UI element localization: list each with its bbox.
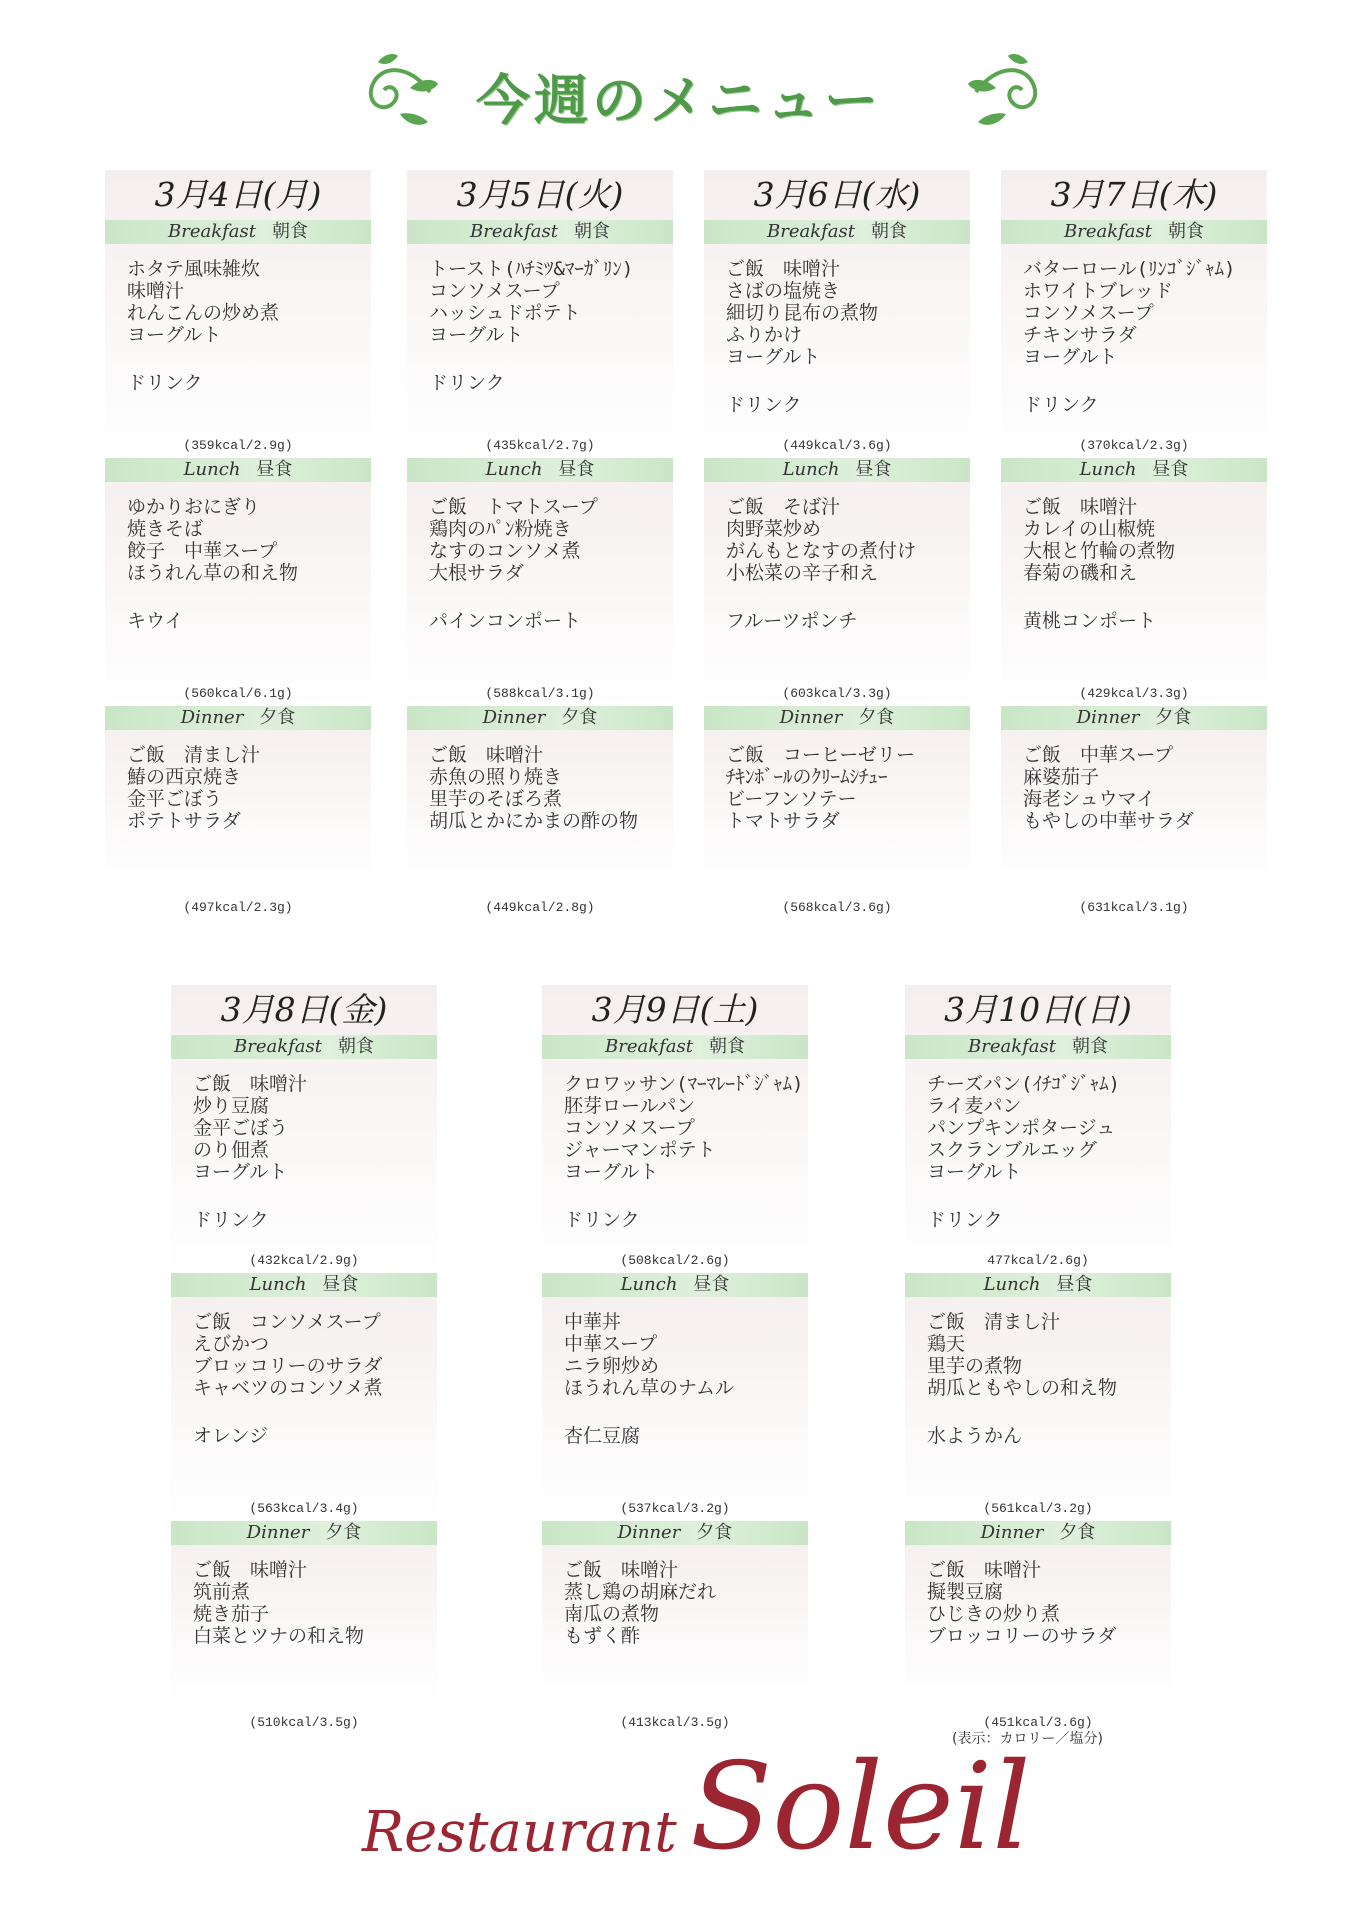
menu-item: カレイの山椒焼 xyxy=(1023,518,1156,540)
lunch-label-en: Lunch xyxy=(183,459,241,480)
menu-item: ご飯 味噌汁 xyxy=(429,744,544,766)
breakfast-label-jp: 朝食 xyxy=(709,1036,745,1057)
menu-item: ヨーグルト xyxy=(726,346,821,368)
breakfast-header xyxy=(905,1035,1171,1059)
lunch-extra: 水ようかん xyxy=(927,1425,1023,1447)
breakfast-label-jp: 朝食 xyxy=(1072,1036,1108,1057)
dinner-items xyxy=(1023,744,1267,832)
menu-item: 里芋の煮物 xyxy=(927,1355,1023,1377)
lunch-items xyxy=(564,1311,808,1399)
menu-item: がんもとなすの煮付け xyxy=(726,540,917,562)
menu-item: ご飯 味噌汁 xyxy=(193,1559,308,1581)
menu-item: 肉野菜炒め xyxy=(726,518,822,540)
menu-item: ほうれん草の和え物 xyxy=(127,562,299,584)
menu-item: チキンサラダ xyxy=(1023,324,1137,346)
breakfast-kcal: (508kcal/2.6g) xyxy=(620,1253,730,1268)
dinner-label-jp: 夕食 xyxy=(858,707,895,728)
menu-item: 炒り豆腐 xyxy=(193,1095,270,1117)
menu-item: ご飯 味噌汁 xyxy=(726,258,841,280)
menu-item: トースト(ﾊﾁﾐﾂ&ﾏｰｶﾞﾘﾝ) xyxy=(429,258,634,280)
lunch-extra: オレンジ xyxy=(193,1425,269,1447)
menu-item: ホワイトブレッド xyxy=(1023,280,1173,302)
dinner-items xyxy=(429,744,673,832)
lunch-items xyxy=(1023,496,1267,584)
menu-item: のり佃煮 xyxy=(193,1139,270,1161)
menu-item: 鶏肉のﾊﾟﾝ粉焼き xyxy=(429,518,572,540)
menu-item: えびかつ xyxy=(193,1333,270,1355)
breakfast-label-jp: 朝食 xyxy=(272,221,308,242)
breakfast-items xyxy=(127,258,371,346)
menu-item: ご飯 味噌汁 xyxy=(1023,496,1138,518)
dinner-label-jp: 夕食 xyxy=(325,1522,362,1543)
breakfast-kcal: (359kcal/2.9g) xyxy=(183,438,293,453)
lunch-label-jp: 昼食 xyxy=(558,459,595,480)
dinner-label-en: Dinner xyxy=(482,707,546,728)
breakfast-header xyxy=(171,1035,437,1059)
page-title: 今週のメニュー xyxy=(476,68,882,132)
dinner-label-en: Dinner xyxy=(246,1522,310,1543)
lunch-label-en: Lunch xyxy=(249,1274,307,1295)
menu-item: ご飯 味噌汁 xyxy=(927,1559,1042,1581)
breakfast-label-jp: 朝食 xyxy=(871,221,907,242)
day-date: 3月10日(日) xyxy=(944,990,1132,1029)
lunch-label-jp: 昼食 xyxy=(1152,459,1189,480)
lunch-label-en: Lunch xyxy=(485,459,543,480)
lunch-header xyxy=(171,1273,437,1297)
lunch-header xyxy=(1001,458,1267,482)
menu-item: ビーフンソテー xyxy=(726,788,857,810)
lunch-label-jp: 昼食 xyxy=(1056,1274,1093,1295)
menu-item: ご飯 清まし汁 xyxy=(927,1311,1061,1333)
day-column xyxy=(105,170,371,930)
breakfast-extra: ドリンク xyxy=(127,372,203,394)
menu-item: ヨーグルト xyxy=(927,1161,1022,1183)
day-column xyxy=(704,170,970,930)
menu-item: ブロッコリーのサラダ xyxy=(193,1355,383,1377)
breakfast-label-jp: 朝食 xyxy=(574,221,610,242)
dinner-label-en: Dinner xyxy=(617,1522,681,1543)
day-date: 3月4日(月) xyxy=(154,175,322,214)
lunch-label-en: Lunch xyxy=(620,1274,678,1295)
lunch-kcal: (560kcal/6.1g) xyxy=(183,686,293,701)
breakfast-items xyxy=(193,1073,437,1183)
breakfast-extra: ドリンク xyxy=(927,1209,1003,1231)
menu-item: クロワッサン(ﾏｰﾏﾚｰﾄﾞｼﾞｬﾑ) xyxy=(564,1073,804,1095)
lunch-kcal: (429kcal/3.3g) xyxy=(1079,686,1189,701)
menu-item: ﾁｷﾝﾎﾞｰﾙのｸﾘｰﾑｼﾁｭｰ xyxy=(726,766,888,788)
day-date: 3月8日(金) xyxy=(220,990,388,1029)
dinner-items xyxy=(564,1559,808,1647)
menu-item: トマトサラダ xyxy=(726,810,840,832)
menu-item: 小松菜の辛子和え xyxy=(726,562,879,584)
menu-item: 南瓜の煮物 xyxy=(564,1603,660,1625)
dinner-header xyxy=(1001,706,1267,730)
lunch-items xyxy=(193,1311,437,1399)
menu-item: 筑前煮 xyxy=(193,1581,251,1603)
breakfast-label-en: Breakfast xyxy=(470,221,558,242)
menu-item: ご飯 味噌汁 xyxy=(193,1073,308,1095)
breakfast-label-en: Breakfast xyxy=(1064,221,1152,242)
dinner-label-jp: 夕食 xyxy=(696,1522,733,1543)
breakfast-header xyxy=(105,220,371,244)
lunch-extra: 杏仁豆腐 xyxy=(564,1425,641,1447)
menu-item: 蒸し鶏の胡麻だれ xyxy=(564,1581,717,1603)
breakfast-header xyxy=(542,1035,808,1059)
lunch-kcal: (603kcal/3.3g) xyxy=(782,686,892,701)
menu-item: 鰆の西京焼き xyxy=(127,766,242,788)
menu-item: 赤魚の照り焼き xyxy=(429,766,563,788)
dinner-label-en: Dinner xyxy=(1076,707,1140,728)
lunch-kcal: (537kcal/3.2g) xyxy=(620,1501,730,1516)
menu-item: スクランブルエッグ xyxy=(927,1139,1097,1161)
dinner-label-en: Dinner xyxy=(779,707,843,728)
lunch-extra: パインコンポート xyxy=(429,610,582,632)
dinner-kcal: (413kcal/3.5g) xyxy=(620,1715,730,1730)
breakfast-kcal: (449kcal/3.6g) xyxy=(782,438,892,453)
breakfast-extra: ドリンク xyxy=(1023,394,1099,416)
dinner-kcal: (631kcal/3.1g) xyxy=(1079,900,1189,915)
dinner-items xyxy=(127,744,371,832)
lunch-label-en: Lunch xyxy=(782,459,840,480)
menu-item: 鶏天 xyxy=(927,1333,966,1355)
breakfast-header xyxy=(407,220,673,244)
day-date: 3月5日(火) xyxy=(456,175,624,214)
breakfast-extra: ドリンク xyxy=(429,372,505,394)
dinner-header xyxy=(407,706,673,730)
dinner-header xyxy=(542,1521,808,1545)
menu-item: コンソメスープ xyxy=(429,280,560,302)
dinner-kcal: (497kcal/2.3g) xyxy=(183,900,293,915)
breakfast-items xyxy=(564,1073,808,1183)
lunch-kcal: (563kcal/3.4g) xyxy=(249,1501,359,1516)
lunch-label-en: Lunch xyxy=(1079,459,1137,480)
menu-item: 擬製豆腐 xyxy=(927,1581,1004,1603)
dinner-header xyxy=(171,1521,437,1545)
menu-item: ゆかりおにぎり xyxy=(127,496,261,518)
lunch-header xyxy=(905,1273,1171,1297)
breakfast-label-en: Breakfast xyxy=(234,1036,322,1057)
menu-item: バターロール(ﾘﾝｺﾞｼﾞｬﾑ) xyxy=(1023,258,1236,280)
menu-item: ジャーマンポテト xyxy=(564,1139,716,1161)
dinner-label-en: Dinner xyxy=(980,1522,1044,1543)
day-date: 3月9日(土) xyxy=(591,990,759,1029)
menu-item: なすのコンソメ煮 xyxy=(429,540,581,562)
legend-note: (表示：カロリー／塩分) xyxy=(952,1731,1103,1747)
dinner-kcal: (510kcal/3.5g) xyxy=(249,1715,359,1730)
dinner-header xyxy=(105,706,371,730)
day-column xyxy=(905,985,1171,1745)
menu-item: ひじきの炒り煮 xyxy=(927,1603,1061,1625)
menu-item: 焼きそば xyxy=(127,518,204,540)
day-column xyxy=(1001,170,1267,930)
lunch-label-jp: 昼食 xyxy=(855,459,892,480)
breakfast-label-en: Breakfast xyxy=(767,221,855,242)
menu-item: キャベツのコンソメ煮 xyxy=(193,1377,383,1399)
menu-item: チーズパン(ｲﾁｺﾞｼﾞｬﾑ) xyxy=(927,1073,1120,1095)
menu-item: ヨーグルト xyxy=(127,324,222,346)
menu-item: 麻婆茄子 xyxy=(1023,766,1100,788)
menu-item: ハッシュドポテト xyxy=(429,302,581,324)
menu-item: れんこんの炒め煮 xyxy=(127,302,280,324)
lunch-kcal: (588kcal/3.1g) xyxy=(485,686,595,701)
menu-item: ご飯 コーヒーゼリー xyxy=(726,744,915,766)
menu-item: 里芋のそぼろ煮 xyxy=(429,788,563,810)
dinner-items xyxy=(193,1559,437,1647)
lunch-header xyxy=(407,458,673,482)
menu-item: ふりかけ xyxy=(726,324,803,346)
day-column xyxy=(407,170,673,930)
menu-item: ライ麦パン xyxy=(927,1095,1022,1117)
breakfast-header xyxy=(704,220,970,244)
breakfast-items xyxy=(429,258,673,346)
lunch-header xyxy=(542,1273,808,1297)
breakfast-items xyxy=(726,258,970,368)
menu-item: 大根と竹輪の煮物 xyxy=(1023,540,1176,562)
menu-item: さばの塩焼き xyxy=(726,280,841,302)
breakfast-label-jp: 朝食 xyxy=(338,1036,374,1057)
menu-item: 金平ごぼう xyxy=(193,1117,289,1139)
breakfast-kcal: (432kcal/2.9g) xyxy=(249,1253,359,1268)
dinner-items xyxy=(927,1559,1171,1647)
lunch-items xyxy=(726,496,970,584)
dinner-label-jp: 夕食 xyxy=(561,707,598,728)
menu-item: もやしの中華サラダ xyxy=(1023,810,1194,832)
menu-item: コンソメスープ xyxy=(1023,302,1154,324)
menu-item: 餃子 中華スープ xyxy=(127,540,278,562)
dinner-kcal: (451kcal/3.6g) xyxy=(983,1715,1093,1730)
menu-item: ご飯 中華スープ xyxy=(1023,744,1174,766)
lunch-items xyxy=(429,496,673,584)
restaurant-name: Soleil xyxy=(690,1738,1031,1877)
lunch-extra: フルーツポンチ xyxy=(726,610,858,632)
lunch-extra: 黄桃コンポート xyxy=(1023,610,1157,632)
menu-item: 中華丼 xyxy=(564,1311,622,1333)
lunch-label-jp: 昼食 xyxy=(256,459,293,480)
menu-item: ご飯 コンソメスープ xyxy=(193,1311,381,1333)
menu-item: ご飯 そば汁 xyxy=(726,496,841,518)
menu-item: コンソメスープ xyxy=(564,1117,695,1139)
menu-item: ご飯 清まし汁 xyxy=(127,744,261,766)
lunch-label-en: Lunch xyxy=(983,1274,1041,1295)
menu-item: 胡瓜とかにかまの酢の物 xyxy=(429,810,639,832)
breakfast-header xyxy=(1001,220,1267,244)
breakfast-kcal: (435kcal/2.7g) xyxy=(485,438,595,453)
menu-item: 春菊の磯和え xyxy=(1023,562,1138,584)
menu-item: ヨーグルト xyxy=(1023,346,1118,368)
day-date: 3月7日(木) xyxy=(1050,175,1218,214)
breakfast-extra: ドリンク xyxy=(726,394,802,416)
lunch-label-jp: 昼食 xyxy=(693,1274,730,1295)
menu-item: ブロッコリーのサラダ xyxy=(927,1625,1117,1647)
restaurant-label: Restaurant xyxy=(362,1800,677,1865)
menu-item: パンプキンポタージュ xyxy=(927,1117,1116,1139)
dinner-label-jp: 夕食 xyxy=(259,707,296,728)
menu-item: ほうれん草のナムル xyxy=(564,1377,735,1399)
breakfast-extra: ドリンク xyxy=(193,1209,269,1231)
menu-item: 海老シュウマイ xyxy=(1023,788,1156,810)
menu-item: ヨーグルト xyxy=(564,1161,659,1183)
menu-item: もずく酢 xyxy=(564,1625,641,1647)
lunch-header xyxy=(704,458,970,482)
day-column xyxy=(171,985,437,1745)
dinner-kcal: (568kcal/3.6g) xyxy=(782,900,892,915)
dinner-label-en: Dinner xyxy=(180,707,244,728)
breakfast-items xyxy=(1023,258,1267,368)
menu-item: ヨーグルト xyxy=(193,1161,288,1183)
dinner-label-jp: 夕食 xyxy=(1155,707,1192,728)
menu-item: ポテトサラダ xyxy=(127,810,241,832)
menu-item: ヨーグルト xyxy=(429,324,524,346)
breakfast-label-en: Breakfast xyxy=(968,1036,1056,1057)
day-date: 3月6日(水) xyxy=(753,175,921,214)
menu-item: 中華スープ xyxy=(564,1333,658,1355)
lunch-items xyxy=(127,496,371,584)
menu-item: 胚芽ロールパン xyxy=(564,1095,696,1117)
lunch-kcal: (561kcal/3.2g) xyxy=(983,1501,1093,1516)
breakfast-label-en: Breakfast xyxy=(605,1036,693,1057)
lunch-items xyxy=(927,1311,1171,1399)
breakfast-items xyxy=(927,1073,1171,1183)
dinner-items xyxy=(726,744,970,832)
menu-item: 焼き茄子 xyxy=(193,1603,270,1625)
dinner-label-jp: 夕食 xyxy=(1059,1522,1096,1543)
lunch-label-jp: 昼食 xyxy=(322,1274,359,1295)
lunch-header xyxy=(105,458,371,482)
lunch-extra: キウイ xyxy=(127,610,184,632)
breakfast-label-jp: 朝食 xyxy=(1168,221,1204,242)
menu-item: ご飯 味噌汁 xyxy=(564,1559,679,1581)
menu-item: 胡瓜ともやしの和え物 xyxy=(927,1377,1118,1399)
breakfast-kcal: (370kcal/2.3g) xyxy=(1079,438,1189,453)
dinner-header xyxy=(704,706,970,730)
menu-item: 味噌汁 xyxy=(127,280,185,302)
menu-item: ホタテ風味雑炊 xyxy=(127,258,261,280)
menu-item: 白菜とツナの和え物 xyxy=(193,1625,365,1647)
day-column xyxy=(542,985,808,1745)
menu-item: ご飯 トマトスープ xyxy=(429,496,598,518)
breakfast-extra: ドリンク xyxy=(564,1209,640,1231)
dinner-header xyxy=(905,1521,1171,1545)
dinner-kcal: (449kcal/2.8g) xyxy=(485,900,595,915)
breakfast-label-en: Breakfast xyxy=(168,221,256,242)
menu-item: 大根サラダ xyxy=(429,562,524,584)
breakfast-kcal: 477kcal/2.6g) xyxy=(987,1253,1089,1268)
menu-item: ニラ卵炒め xyxy=(564,1355,660,1377)
menu-item: 細切り昆布の煮物 xyxy=(726,302,879,324)
menu-item: 金平ごぼう xyxy=(127,788,223,810)
